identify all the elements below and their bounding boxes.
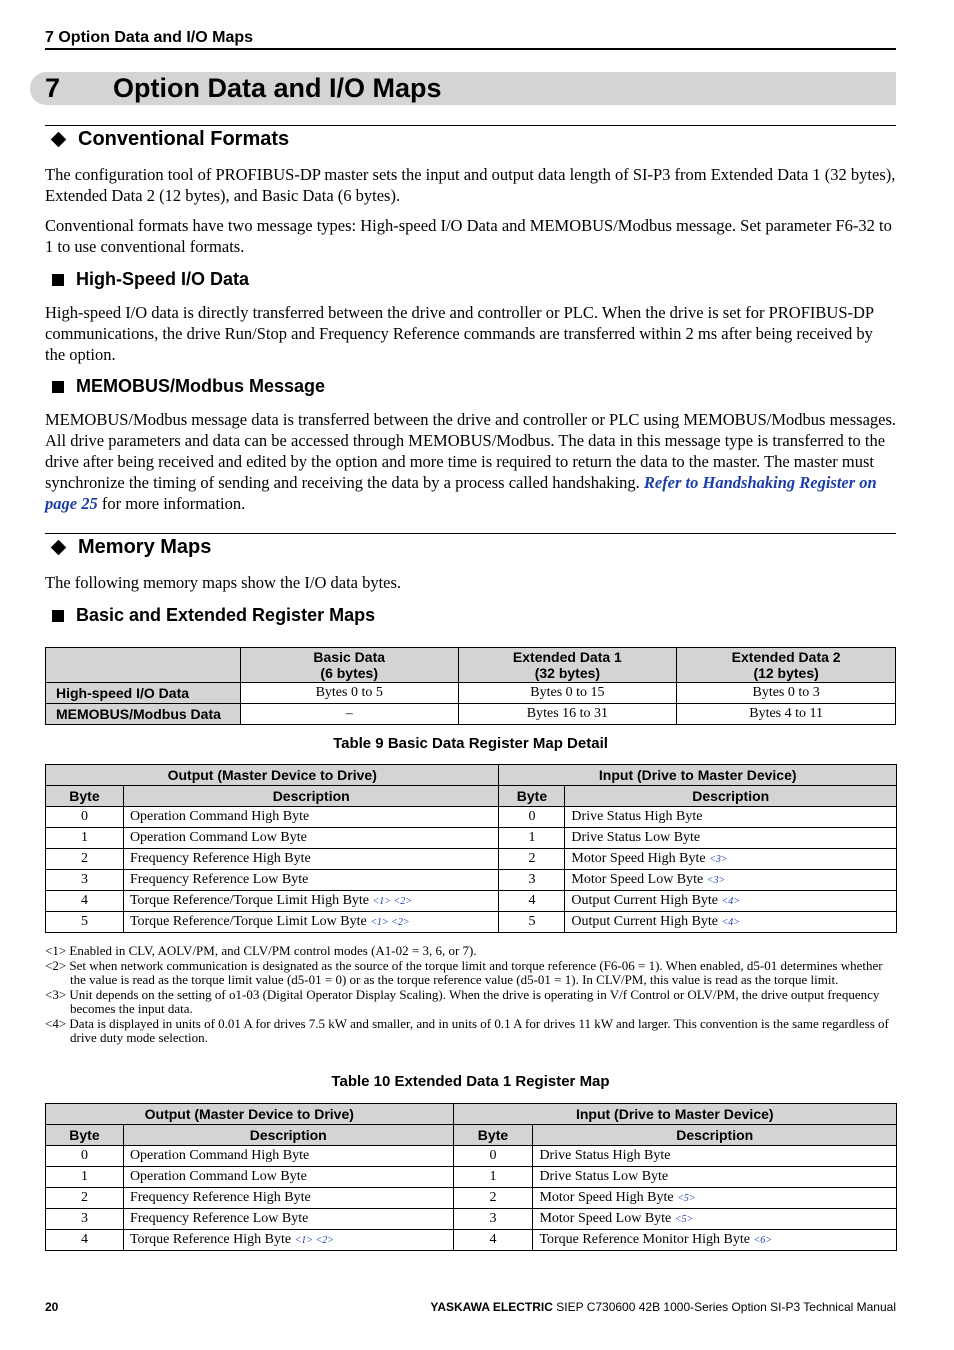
output-group-header: Output (Master Device to Drive) bbox=[46, 1104, 454, 1125]
footnote-ref[interactable]: <1> <2> bbox=[372, 896, 413, 907]
square-bullet-icon bbox=[52, 274, 64, 286]
table-cell: Drive Status Low Byte bbox=[565, 828, 897, 849]
table-cell: Bytes 0 to 3 bbox=[677, 683, 896, 704]
footer-brand: YASKAWA ELECTRIC bbox=[430, 1300, 553, 1314]
paragraph bbox=[45, 409, 896, 514]
table-row bbox=[46, 891, 897, 912]
table-row bbox=[46, 828, 897, 849]
table-cell: 2 bbox=[499, 849, 565, 870]
paragraph-text: MEMOBUS/Modbus message data is transferred between the drive and controller or PLC using MEMOBUS/Modbus messages. All drive parameters and data can be accessed through MEMOBUS/Modbus. The data in this message type is transferred to the drive after being received and edited by the option and more time is required to return the data to the master. The master must synchronize the timing of sending and receiving the data by a process called handshaking. bbox=[45, 410, 897, 492]
subsection-heading-high-speed-io bbox=[52, 269, 249, 290]
table-cell: Output Current High Byte <4> bbox=[565, 891, 897, 912]
subsection-title: MEMOBUS/Modbus Message bbox=[76, 376, 326, 396]
section-title: Conventional Formats bbox=[78, 128, 290, 150]
footnote: <4> Data is displayed in units of 0.01 A for drives 7.5 kW and smaller, and in units of 0.1 A for drives 11 kW and larger. This convention is the same regardless of drive duty mode selection. bbox=[45, 1015, 889, 1045]
table-cell: Motor Speed High Byte <5> bbox=[533, 1188, 897, 1209]
subsection-title: Basic and Extended Register Maps bbox=[76, 605, 376, 625]
column-header: Basic Data (6 bytes) bbox=[240, 648, 458, 683]
table-cell: 1 bbox=[499, 828, 565, 849]
footnote: <1> Enabled in CLV, AOLV/PM, and CLV/PM control modes (A1-02 = 3, 6, or 7). bbox=[45, 943, 477, 958]
table-row bbox=[46, 870, 897, 891]
footnote-ref[interactable]: <4> bbox=[721, 917, 741, 928]
diamond-bullet-icon bbox=[51, 132, 67, 148]
table-cell: Output Current High Byte <4> bbox=[565, 912, 897, 933]
chapter-number: 7 bbox=[45, 73, 61, 103]
footnote-ref[interactable]: <5> bbox=[674, 1214, 694, 1225]
table-cell: Torque Reference/Torque Limit High Byte <1> <2> bbox=[123, 891, 499, 912]
paragraph: Conventional formats have two message types: High-speed I/O Data and MEMOBUS/Modbus message. Set parameter F6-32 to 1 to use conventional formats. bbox=[45, 216, 892, 256]
table-cell: Drive Status High Byte bbox=[565, 807, 897, 828]
table-cell: Bytes 0 to 5 bbox=[240, 683, 458, 704]
input-group-header: Input (Drive to Master Device) bbox=[499, 765, 897, 786]
table-cell: Torque Reference/Torque Limit Low Byte <1> <2> bbox=[123, 912, 499, 933]
table-cell: Drive Status High Byte bbox=[533, 1146, 897, 1167]
paragraph-text: for more information. bbox=[97, 494, 246, 513]
table-caption: Table 10 Extended Data 1 Register Map bbox=[331, 1073, 610, 1090]
table-cell: Operation Command High Byte bbox=[123, 807, 499, 828]
table-corner-cell bbox=[46, 648, 241, 683]
table-row bbox=[46, 807, 897, 828]
table-cell: Operation Command High Byte bbox=[123, 1146, 453, 1167]
column-header: Description bbox=[533, 1125, 897, 1146]
table-row bbox=[46, 1167, 897, 1188]
table-cell: Operation Command Low Byte bbox=[123, 828, 499, 849]
square-bullet-icon bbox=[52, 610, 64, 622]
table-cell: 0 bbox=[46, 1146, 124, 1167]
table-cell: 3 bbox=[46, 1209, 124, 1230]
table-cell: Bytes 0 to 15 bbox=[458, 683, 677, 704]
table-cell: Frequency Reference Low Byte bbox=[123, 1209, 453, 1230]
table-cell: Frequency Reference High Byte bbox=[123, 849, 499, 870]
page-footer bbox=[430, 1300, 896, 1314]
table-cell: 0 bbox=[499, 807, 565, 828]
page-number: 20 bbox=[45, 1300, 59, 1314]
table-cell: Frequency Reference Low Byte bbox=[123, 870, 499, 891]
table-row bbox=[46, 1209, 897, 1230]
subsection-title: High-Speed I/O Data bbox=[76, 269, 250, 289]
table-cell: 1 bbox=[46, 828, 124, 849]
register-map-table bbox=[45, 647, 896, 725]
footnote-ref[interactable]: <3> bbox=[706, 875, 726, 886]
table-cell: Drive Status Low Byte bbox=[533, 1167, 897, 1188]
footnote-ref[interactable]: <3> bbox=[709, 854, 728, 865]
table-cell: Operation Command Low Byte bbox=[123, 1167, 453, 1188]
extended-data-1-register-table bbox=[45, 1103, 897, 1251]
running-header: 7 Option Data and I/O Maps bbox=[45, 29, 254, 46]
column-header: Byte bbox=[46, 1125, 124, 1146]
table-row bbox=[46, 912, 897, 933]
footnote-ref[interactable]: <1> <2> bbox=[370, 917, 410, 928]
column-header: Byte bbox=[46, 786, 124, 807]
table-cell: Torque Reference High Byte <1> <2> bbox=[123, 1230, 453, 1251]
row-header: High-speed I/O Data bbox=[46, 683, 241, 704]
table-cell: 1 bbox=[46, 1167, 124, 1188]
footnote: <3> Unit depends on the setting of o1-03 (Digital Operator Display Scaling). When the drive is operating in V/f Control or OLV/PM, the drive output frequency becomes the input data. bbox=[45, 986, 880, 1016]
handshaking-register-link[interactable]: Refer to Handshaking Register on page 25 bbox=[45, 473, 877, 513]
square-bullet-icon bbox=[52, 381, 64, 393]
footnote-ref[interactable]: <1> <2> bbox=[294, 1235, 335, 1246]
table-cell: Motor Speed Low Byte <5> bbox=[533, 1209, 897, 1230]
table-cell: 2 bbox=[453, 1188, 533, 1209]
basic-data-register-table bbox=[45, 764, 897, 933]
table-cell: Frequency Reference High Byte bbox=[123, 1188, 453, 1209]
table-cell: Motor Speed Low Byte <3> bbox=[565, 870, 897, 891]
table-cell: 4 bbox=[499, 891, 565, 912]
table-cell: 2 bbox=[46, 1188, 124, 1209]
column-header: Description bbox=[565, 786, 897, 807]
diamond-bullet-icon bbox=[51, 540, 67, 556]
table-cell: 3 bbox=[453, 1209, 533, 1230]
footer-doc-title: SIEP C730600 42B 1000-Series Option SI-P3 Technical Manual bbox=[552, 1300, 896, 1314]
column-header: Description bbox=[123, 786, 499, 807]
input-group-header: Input (Drive to Master Device) bbox=[453, 1104, 896, 1125]
paragraph: The following memory maps show the I/O data bytes. bbox=[45, 573, 402, 592]
section-title: Memory Maps bbox=[78, 536, 212, 558]
output-group-header: Output (Master Device to Drive) bbox=[46, 765, 499, 786]
column-header: Extended Data 1 (32 bytes) bbox=[458, 648, 677, 683]
table-cell: 3 bbox=[46, 870, 124, 891]
footnote-ref[interactable]: <5> bbox=[677, 1193, 696, 1204]
paragraph: The configuration tool of PROFIBUS-DP master sets the input and output data length of SI-P3 from Extended Data 1 (32 bytes), Extended Data 2 (12 bytes), and Basic Data (6 bytes). bbox=[45, 165, 896, 205]
column-header: Extended Data 2 (12 bytes) bbox=[677, 648, 896, 683]
table-row bbox=[46, 1188, 897, 1209]
paragraph: High-speed I/O data is directly transferred between the drive and controller or PLC. When the drive is set for PROFIBUS-DP communications, the drive Run/Stop and Frequency Reference commands are transferred within 2 ms after being received by the option. bbox=[45, 303, 874, 364]
section-heading-conventional-formats bbox=[50, 128, 289, 151]
table-row bbox=[46, 1230, 897, 1251]
table-cell: 4 bbox=[453, 1230, 533, 1251]
row-header: MEMOBUS/Modbus Data bbox=[46, 704, 241, 725]
table-caption: Table 9 Basic Data Register Map Detail bbox=[333, 735, 608, 752]
table-cell: 5 bbox=[499, 912, 565, 933]
column-header: Description bbox=[123, 1125, 453, 1146]
table-cell: Torque Reference Monitor High Byte <6> bbox=[533, 1230, 897, 1251]
table-cell: Motor Speed High Byte <3> bbox=[565, 849, 897, 870]
chapter-title: Option Data and I/O Maps bbox=[113, 73, 442, 103]
table-cell: – bbox=[240, 704, 458, 725]
section-rule bbox=[45, 125, 896, 126]
footnote: <2> Set when network communication is designated as the source of the torque limit and torque reference (F6-06 = 1). When enabled, d5-01 determines whether the value is read as the torque limit value (d5-01 = 0) or as the torque reference value (d5-01 = 1). In CLV/PM, this value is read as the torque limit. bbox=[45, 957, 883, 987]
section-heading-memory-maps bbox=[50, 536, 211, 559]
table-row bbox=[46, 704, 896, 725]
column-header: Byte bbox=[453, 1125, 533, 1146]
table-row bbox=[46, 1146, 897, 1167]
footnote-ref[interactable]: <4> bbox=[721, 896, 741, 907]
table-cell: Bytes 4 to 11 bbox=[677, 704, 896, 725]
section-rule bbox=[45, 533, 896, 534]
table-cell: 0 bbox=[453, 1146, 533, 1167]
table-cell: Bytes 16 to 31 bbox=[458, 704, 677, 725]
table-cell: 0 bbox=[46, 807, 124, 828]
table-cell: 5 bbox=[46, 912, 124, 933]
table-cell: 3 bbox=[499, 870, 565, 891]
table-cell: 4 bbox=[46, 1230, 124, 1251]
header-rule bbox=[45, 48, 896, 50]
table-cell: 2 bbox=[46, 849, 124, 870]
table-row bbox=[46, 683, 896, 704]
table-cell: 4 bbox=[46, 891, 124, 912]
subsection-heading-register-maps bbox=[52, 605, 375, 626]
footnote-ref[interactable]: <6> bbox=[753, 1235, 772, 1246]
table-row bbox=[46, 849, 897, 870]
table-cell: 1 bbox=[453, 1167, 533, 1188]
column-header: Byte bbox=[499, 786, 565, 807]
subsection-heading-memobus bbox=[52, 376, 325, 397]
footnotes bbox=[45, 944, 896, 1046]
